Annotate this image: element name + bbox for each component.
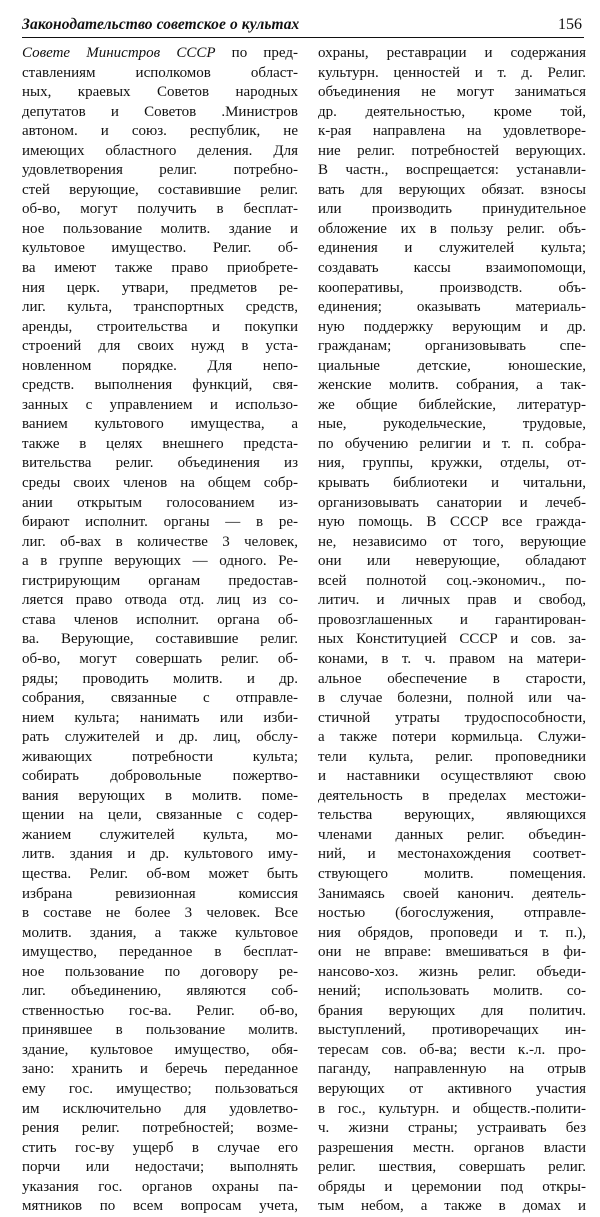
text-line: стичной утраты трудоспособности,: [318, 709, 586, 726]
text-line: вать для верующих обязат. взносы: [318, 181, 586, 198]
text-line: ляется право отвода отд. лиц из со-: [22, 592, 298, 609]
text-line: провозглашенных и гарантирован-: [318, 611, 586, 628]
text-line: всей полнотой соц.-экономич., по-: [318, 572, 586, 589]
header-rule: [22, 37, 584, 38]
text-line: литич. и личных прав и свобод,: [318, 592, 586, 609]
text-line: а в группе верующих — одного. Ре-: [22, 553, 298, 570]
text-line: Занимаясь своей канонич. деятель-: [318, 885, 586, 902]
text-line: занных с управлением и использо-: [22, 396, 298, 413]
text-line: бирают исполнит. органы — в ре-: [22, 514, 298, 531]
text-line: лиг. объединению, являются соб-: [22, 983, 298, 1000]
text-line: женские молитв. собрания, а так-: [318, 377, 586, 394]
text-line: здание, культовое имущество, обя-: [22, 1041, 298, 1058]
text-line: ное пользование по договору ре-: [22, 963, 298, 980]
text-line: ные, рукодельческие, трудовые,: [318, 416, 586, 433]
text-line: тели культа, религ. проповедники: [318, 748, 586, 765]
text-line: избрана ревизионная комиссия: [22, 885, 298, 902]
text-line: они не вправе: вмешиваться в фи-: [318, 944, 586, 961]
text-line: ных Конституцией СССР и сов. за-: [318, 631, 586, 648]
text-line: об-во, могут получить в бесплат-: [22, 201, 298, 218]
text-line: ния церк. утвари, предметов ре-: [22, 279, 298, 296]
text-line: [22, 44, 298, 64]
text-line: др. деятельностью, кроме той,: [318, 103, 586, 120]
text-line: тересам сов. об-ва; вести к.-л. про-: [318, 1041, 586, 1058]
text-line: гистрирующим органам предостав-: [22, 572, 298, 589]
text-line: собирать добровольные пожертво-: [22, 768, 298, 785]
text-line: става членов исполнит. органа об-: [22, 611, 298, 628]
text-line: не, независимо от того, верующие: [318, 533, 586, 550]
text-line: ную помощь. В СССР все гражда-: [318, 514, 586, 531]
text-line: единения; оказывать материаль-: [318, 299, 586, 316]
text-line: к-рая направлена на удовлетворе-: [318, 123, 586, 140]
italic-phrase: Совете Министров СССР: [22, 45, 216, 61]
text-line: ние религ. потребностей верующих.: [318, 142, 586, 159]
text-line: разрешения местн. органов власти: [318, 1139, 586, 1156]
text-line: принявшее в пользование молитв.: [22, 1022, 298, 1039]
running-title: Законодательство советское о культах: [22, 16, 300, 33]
text-line: гражданам; организовывать спе-: [318, 338, 586, 355]
text-line: автоном. и союз. республик, не: [22, 123, 298, 140]
left-column: [22, 44, 298, 1217]
text-line: тым небом, а также в домах и: [318, 1198, 586, 1215]
text-line: обряды и церемонии под откры-: [318, 1178, 586, 1195]
text-line: лиг. культа, транспортных средств,: [22, 299, 298, 316]
text-line: зано: хранить и беречь переданное: [22, 1061, 298, 1078]
text-line: членами данных религ. объедин-: [318, 826, 586, 843]
text-line: живающих потребности культа;: [22, 748, 298, 765]
text-line: ании открытым голосованием из-: [22, 494, 298, 511]
text-line: строений для своих нужд в уста-: [22, 338, 298, 355]
text-line: обложение их в пользу религ. объ-: [318, 220, 586, 237]
text-line: ствующего молитв. помещения.: [318, 865, 586, 882]
text-line: же общие библейские, литератур-: [318, 396, 586, 413]
text-line: объединения не могут заниматься: [318, 84, 586, 101]
text-line: крывать библиотеки и читальни,: [318, 475, 586, 492]
text-line: собрания, связанные с отправле-: [22, 690, 298, 707]
text-line: аренды, строительства и покупки: [22, 318, 298, 335]
text-line: тельства верующих, являющихся: [318, 807, 586, 824]
text-line: ний, и местонахождения соответ-: [318, 846, 586, 863]
text-line: новленном порядке. Для непо-: [22, 357, 298, 374]
text-line: ную поддержку верующим и др.: [318, 318, 586, 335]
text-line: удовлетворения религ. потребно-: [22, 162, 298, 179]
text-line: нений; использовать молитв. со-: [318, 983, 586, 1000]
text-line: имущество, переданное в бесплат-: [22, 944, 298, 961]
text-line: кооперативы, производств. объ-: [318, 279, 586, 296]
text-line: рения религ. потребностей; возме-: [22, 1120, 298, 1137]
text-line: среды своих членов на общем собр-: [22, 475, 298, 492]
text-line: вания верующих в молитв. поме-: [22, 787, 298, 804]
text-line: выступлений, противоречащих ин-: [318, 1022, 586, 1039]
text-line: нием культа; нанимать или изби-: [22, 709, 298, 726]
text-line: конами, в т. ч. правом на матери-: [318, 650, 586, 667]
text-line: ряды; проводить молитв. и др.: [22, 670, 298, 687]
page-number: 156: [558, 16, 582, 33]
text-line: по обучению религии и т. п. собра-: [318, 435, 586, 452]
text-line: средств. выполнения функций, свя-: [22, 377, 298, 394]
text-line: депутатов и Советов .Министров: [22, 103, 298, 120]
right-column: [318, 44, 586, 1217]
text-line: В частн., воспрещается: устанавли-: [318, 162, 586, 179]
text-line: об-во, могут совершать религ. об-: [22, 650, 298, 667]
text-line: деятельность в пределах местожи-: [318, 787, 586, 804]
text-line: паганду, направленную на отрыв: [318, 1061, 586, 1078]
text-fragment: по пред-: [215, 45, 298, 61]
text-line: также в целях внешнего предста-: [22, 435, 298, 452]
text-line: культурн. ценностей и т. д. Религ.: [318, 64, 586, 81]
text-line: порчи или недостачи; выполнять: [22, 1159, 298, 1176]
text-line: ва имеют также право приобрете-: [22, 260, 298, 277]
text-line: молитв. здания, а также культовое: [22, 924, 298, 941]
text-line: ния, группы, кружки, отделы, от-: [318, 455, 586, 472]
text-line: в случае болезни, полной или ча-: [318, 690, 586, 707]
text-line: единения и служителей культа;: [318, 240, 586, 257]
text-line: культовое имущество. Религ. об-: [22, 240, 298, 257]
text-line: ственностью гос-ва. Религ. об-во,: [22, 1002, 298, 1019]
text-line: ставлениям исполкомов област-: [22, 64, 298, 81]
text-line: вительства религ. объединения из: [22, 455, 298, 472]
text-line: или производить принудительное: [318, 201, 586, 218]
left-column-lines: [22, 64, 298, 1217]
text-line: указания гос. органов охраны па-: [22, 1178, 298, 1195]
text-line: а также потери кормильца. Служи-: [318, 729, 586, 746]
text-line: в гос., культурн. и обществ.-полити-: [318, 1100, 586, 1117]
text-line: альное обеспечение в старости,: [318, 670, 586, 687]
text-line: ния обрядов, проповеди и т. п.),: [318, 924, 586, 941]
right-column-lines: [318, 44, 586, 1217]
text-line: имеющих областного деления. Для: [22, 142, 298, 159]
text-line: стить гос-ву ущерб в случае его: [22, 1139, 298, 1156]
text-line: литв. здания и др. культового иму-: [22, 846, 298, 863]
text-line: ных, краевых Советов народных: [22, 84, 298, 101]
text-line: лиг. об-вах в количестве 3 человек,: [22, 533, 298, 550]
text-line: организовывать санатории и лечеб-: [318, 494, 586, 511]
text-line: ностью (богослужения, отправле-: [318, 905, 586, 922]
text-line: ванием культового имущества, а: [22, 416, 298, 433]
text-line: циальные детские, юношеские,: [318, 357, 586, 374]
text-line: стей верующие, составившие религ.: [22, 181, 298, 198]
text-line: им исключительно для удовлетво-: [22, 1100, 298, 1117]
text-line: ное пользование молитв. здание и: [22, 220, 298, 237]
text-line: и наставники осуществляют свою: [318, 768, 586, 785]
text-line: создавать кассы взаимопомощи,: [318, 260, 586, 277]
text-line: жанием служителей культа, мо-: [22, 826, 298, 843]
text-line: религ. шествия, совершать религ.: [318, 1159, 586, 1176]
text-line: рать служителей и др. лиц, обслу-: [22, 729, 298, 746]
text-line: верующих от активного участия: [318, 1080, 586, 1097]
text-line: ва. Верующие, составившие религ.: [22, 631, 298, 648]
text-line: брания верующих для политич.: [318, 1002, 586, 1019]
text-line: мятников по всем вопросам учета,: [22, 1198, 298, 1215]
text-line: они или неверующие, обладают: [318, 553, 586, 570]
text-line: ему гос. имущество; пользоваться: [22, 1080, 298, 1097]
text-line: охраны, реставрации и содержания: [318, 45, 586, 61]
text-line: щества. Религ. об-вом может быть: [22, 865, 298, 882]
text-line: в составе не более 3 человек. Все: [22, 905, 298, 922]
text-line: щении на цели, связанные с содер-: [22, 807, 298, 824]
text-line: нансово-хоз. жизнь религ. объеди-: [318, 963, 586, 980]
text-line: ч. жизни страны; устраивать без: [318, 1120, 586, 1137]
